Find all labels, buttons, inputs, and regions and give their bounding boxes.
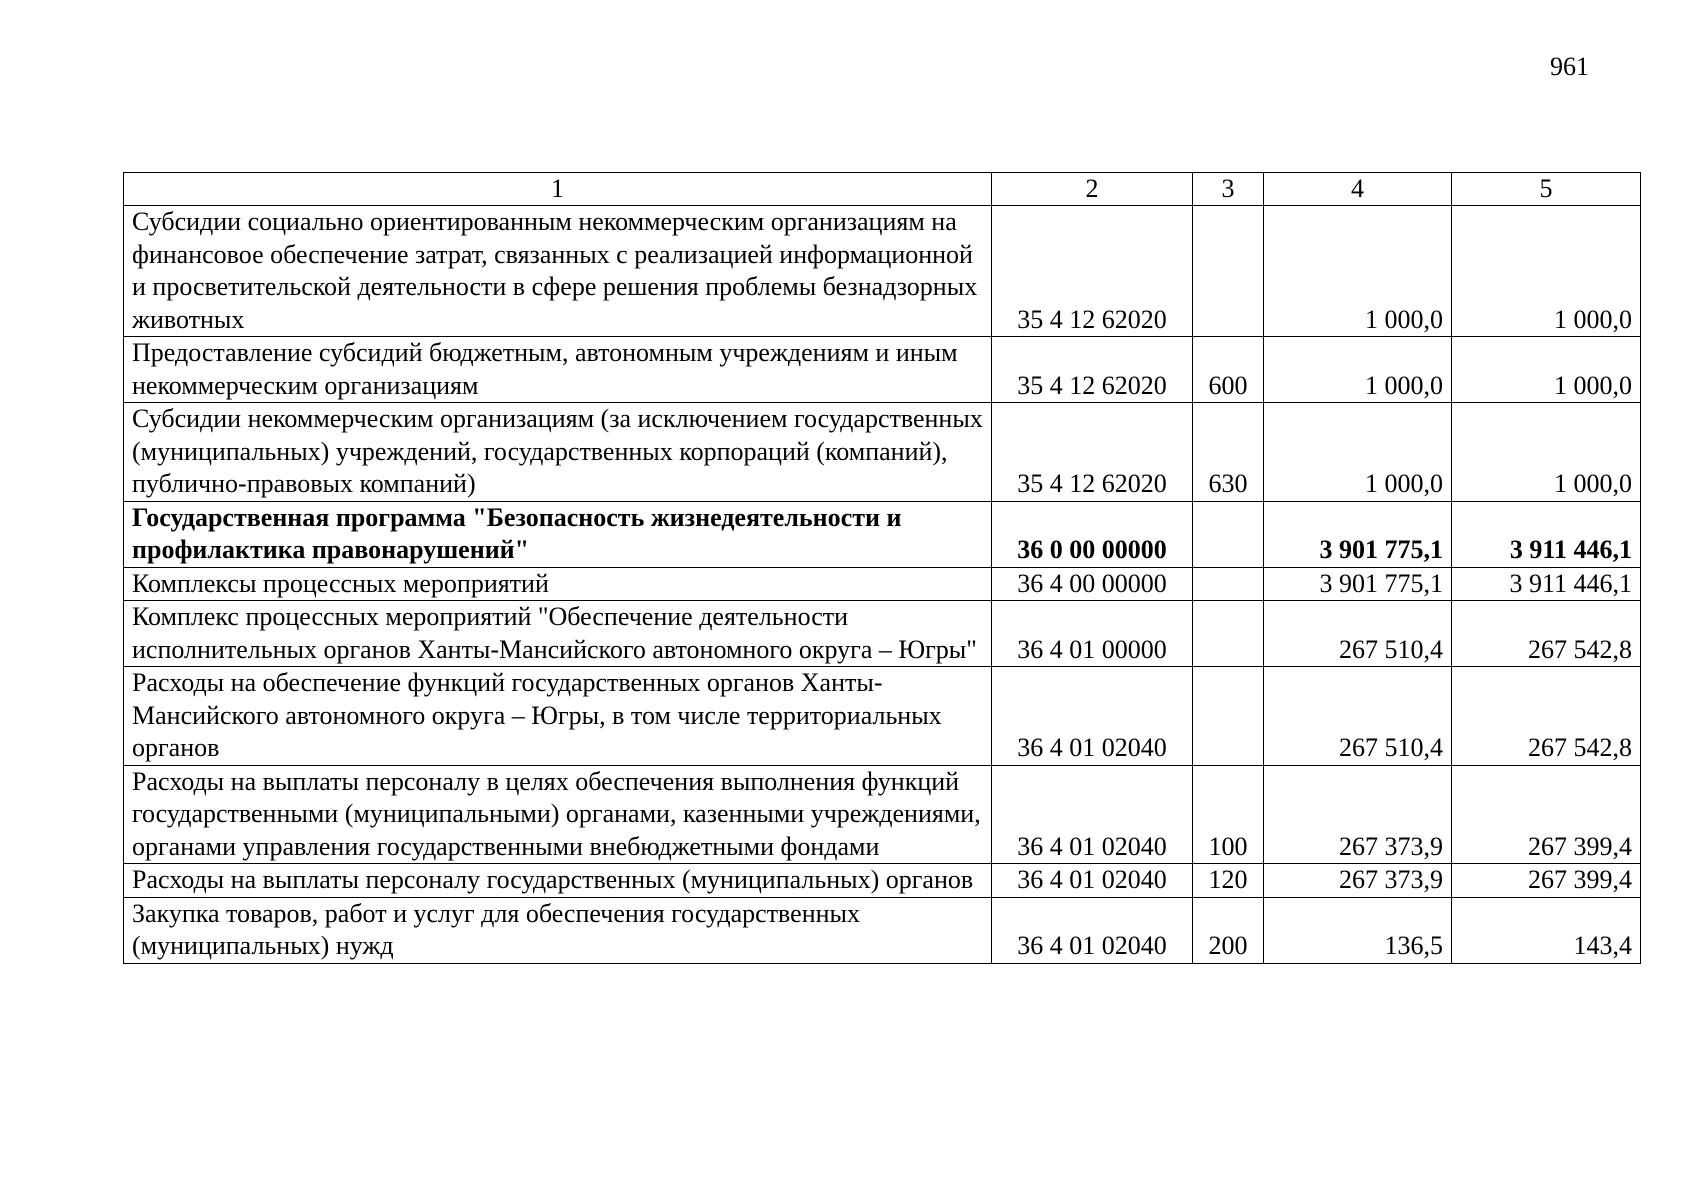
row-value-col5-cell: 1 000,0 xyxy=(1452,206,1641,337)
column-header-1: 1 xyxy=(124,173,992,206)
row-code-cell: 36 4 01 02040 xyxy=(992,667,1193,766)
row-name-cell: Субсидии некоммерческим организациям (за исключением государственных (муниципальных) учреждений, государственных корпораций (компаний), публично-правовых компаний) xyxy=(124,403,992,502)
row-name-cell: Предоставление субсидий бюджетным, автономным учреждениям и иным некоммерческим организациям xyxy=(124,337,992,403)
row-value-col5-cell: 267 542,8 xyxy=(1452,667,1641,766)
row-code-cell: 36 4 01 02040 xyxy=(992,897,1193,963)
row-value-col4-cell: 267 510,4 xyxy=(1264,601,1452,667)
table-row xyxy=(124,501,1641,567)
row-name-cell: Комплекс процессных мероприятий "Обеспечение деятельности исполнительных органов Ханты-Мансийского автономного округа – Югры" xyxy=(124,601,992,667)
row-code-cell: 36 4 01 02040 xyxy=(992,765,1193,864)
row-value-col4-cell: 3 901 775,1 xyxy=(1264,567,1452,601)
row-value-col4-cell: 267 373,9 xyxy=(1264,864,1452,898)
row-value-col4-cell: 1 000,0 xyxy=(1264,403,1452,502)
row-code-cell: 35 4 12 62020 xyxy=(992,403,1193,502)
row-type-cell: 200 xyxy=(1193,897,1264,963)
row-type-cell xyxy=(1193,206,1264,337)
row-code-cell: 36 0 00 00000 xyxy=(992,501,1193,567)
row-code-cell: 36 4 01 00000 xyxy=(992,601,1193,667)
table-row xyxy=(124,667,1641,766)
row-value-col5-cell: 267 399,4 xyxy=(1452,765,1641,864)
table-row xyxy=(124,864,1641,898)
row-code-cell: 36 4 00 00000 xyxy=(992,567,1193,601)
page-number: 961 xyxy=(1550,52,1589,81)
row-type-cell xyxy=(1193,667,1264,766)
row-value-col5-cell: 3 911 446,1 xyxy=(1452,567,1641,601)
column-header-2: 2 xyxy=(992,173,1193,206)
row-name-cell: Комплексы процессных мероприятий xyxy=(124,567,992,601)
row-value-col5-cell: 267 399,4 xyxy=(1452,864,1641,898)
row-name-cell: Расходы на выплаты персоналу в целях обеспечения выполнения функций государственными (муниципальными) органами, казенными учреждениями, органами управления государственными внебюджетными фондами xyxy=(124,765,992,864)
table-body xyxy=(124,206,1641,964)
row-name-cell: Расходы на обеспечение функций государственных органов Ханты-Мансийского автономного округа – Югры, в том числе территориальных органов xyxy=(124,667,992,766)
row-type-cell xyxy=(1193,601,1264,667)
row-value-col4-cell: 1 000,0 xyxy=(1264,337,1452,403)
row-value-col4-cell: 267 510,4 xyxy=(1264,667,1452,766)
table-row xyxy=(124,601,1641,667)
row-type-cell: 120 xyxy=(1193,864,1264,898)
row-name-cell: Расходы на выплаты персоналу государственных (муниципальных) органов xyxy=(124,864,992,898)
row-type-cell: 100 xyxy=(1193,765,1264,864)
table-row xyxy=(124,403,1641,502)
row-value-col5-cell: 1 000,0 xyxy=(1452,337,1641,403)
row-value-col4-cell: 1 000,0 xyxy=(1264,206,1452,337)
row-code-cell: 35 4 12 62020 xyxy=(992,206,1193,337)
row-name-cell: Государственная программа "Безопасность жизнедеятельности и профилактика правонарушений" xyxy=(124,501,992,567)
column-header-3: 3 xyxy=(1193,173,1264,206)
row-value-col4-cell: 267 373,9 xyxy=(1264,765,1452,864)
table-row xyxy=(124,206,1641,337)
table-row xyxy=(124,337,1641,403)
row-value-col4-cell: 3 901 775,1 xyxy=(1264,501,1452,567)
column-header-4: 4 xyxy=(1264,173,1452,206)
row-name-cell: Субсидии социально ориентированным некоммерческим организациям на финансовое обеспечение затрат, связанных с реализацией информационной и просветительской деятельности в сфере решения проблемы безнадзорных животных xyxy=(124,206,992,337)
row-value-col4-cell: 136,5 xyxy=(1264,897,1452,963)
row-value-col5-cell: 143,4 xyxy=(1452,897,1641,963)
row-type-cell xyxy=(1193,567,1264,601)
table-row xyxy=(124,567,1641,601)
row-code-cell: 36 4 01 02040 xyxy=(992,864,1193,898)
table-row xyxy=(124,765,1641,864)
row-value-col5-cell: 3 911 446,1 xyxy=(1452,501,1641,567)
budget-table xyxy=(123,172,1641,964)
row-type-cell xyxy=(1193,501,1264,567)
table-row xyxy=(124,897,1641,963)
row-type-cell: 630 xyxy=(1193,403,1264,502)
table-header-row xyxy=(124,173,1641,206)
row-value-col5-cell: 1 000,0 xyxy=(1452,403,1641,502)
row-value-col5-cell: 267 542,8 xyxy=(1452,601,1641,667)
row-type-cell: 600 xyxy=(1193,337,1264,403)
row-name-cell: Закупка товаров, работ и услуг для обеспечения государственных (муниципальных) нужд xyxy=(124,897,992,963)
row-code-cell: 35 4 12 62020 xyxy=(992,337,1193,403)
column-header-5: 5 xyxy=(1452,173,1641,206)
